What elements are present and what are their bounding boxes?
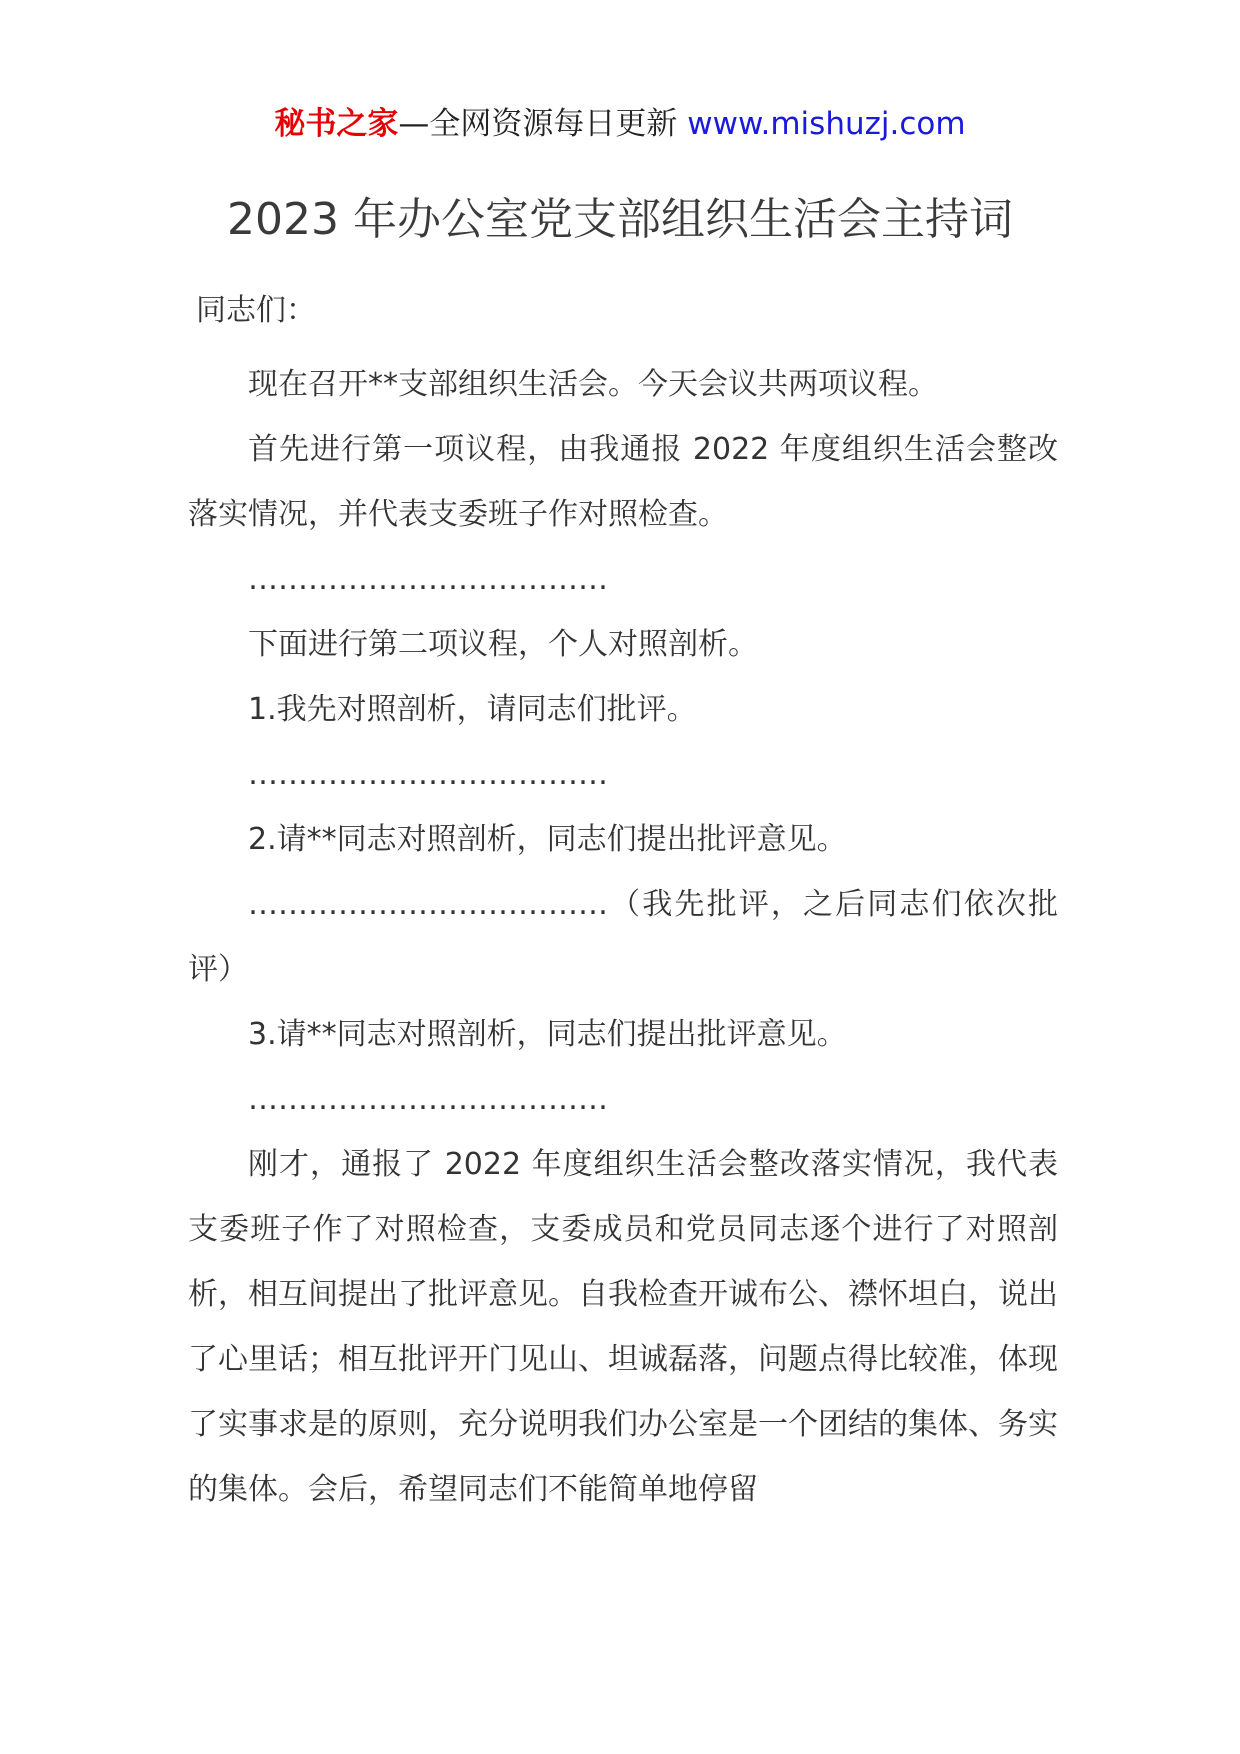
list-item: 2.请**同志对照剖析，同志们提出批评意见。 <box>248 822 847 857</box>
list-item: 1.我先对照剖析，请同志们批评。 <box>248 692 697 727</box>
paragraph: 刚才，通报了 2022 年度组织生活会整改落实情况，我代表支委班子作了对照检查，支委成员和党员同志逐个进行了对照剖析，相互间提出了批评意见。自我检查开诚布公、襟怀坦白，说出了心里话；相互批评开门见山、坦诚磊落，问题点得比较准，体现了实事求是的原则，充分说明我们办公室是一个团结的集体、务实的集体。会后，希望同志们不能简单地停留 <box>188 1147 1058 1507</box>
site-url-link[interactable]: www.mishuzj.com <box>687 106 966 142</box>
ellipsis-line: ……………………………… <box>248 562 608 597</box>
site-header <box>0 100 1240 148</box>
ellipsis-line: ……………………………… <box>248 1082 608 1117</box>
paragraph: 首先进行第一项议程，由我通报 2022 年度组织生活会整改落实情况，并代表支委班子作对照检查。 <box>188 432 1058 532</box>
salutation: 同志们： <box>196 293 316 328</box>
document-title: 2023 年办公室党支部组织生活会主持词 <box>227 194 1013 245</box>
list-item: 3.请**同志对照剖析，同志们提出批评意见。 <box>248 1017 847 1052</box>
ellipsis-line: ………………………………（我先批评，之后同志们依次批评） <box>188 887 1058 987</box>
paragraph: 下面进行第二项议程，个人对照剖析。 <box>248 627 758 662</box>
site-tagline: —全网资源每日更新 <box>398 106 678 142</box>
ellipsis-line: ……………………………… <box>248 757 608 792</box>
site-brand: 秘书之家 <box>274 106 399 142</box>
document-body <box>188 278 1058 1522</box>
paragraph: 现在召开**支部组织生活会。今天会议共两项议程。 <box>248 367 938 402</box>
